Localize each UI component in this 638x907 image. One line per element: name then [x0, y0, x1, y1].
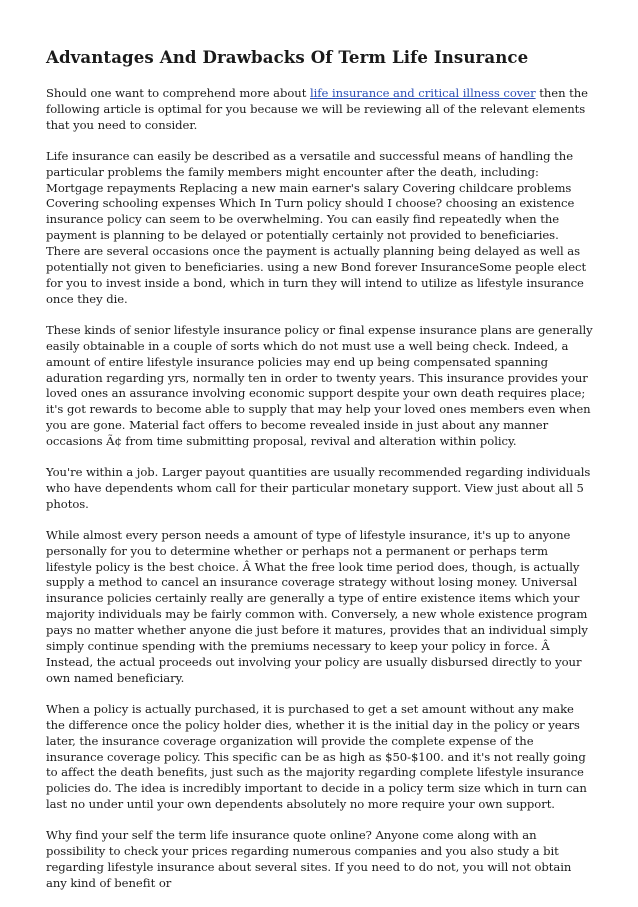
body-paragraph: While almost every person needs a amount of type of lifestyle insurance, it's up to anyone personally for you to determine whether or perhaps not a permanent or perhaps term lifestyle policy is the best choice. Â What the free look time period does, though, is actually supply a method to cancel an insurance coverage strategy without losing money. Universal insurance policies certainly really are generally a type of entire existence items which your majority individuals may be fairly common with. Conversely, a new whole existence program pays no matter whether anyone die just before it matures, provides that an individual simply simply continue spending with the premiums necessary to keep your policy in force. Â Instead, the actual proceeds out involving your policy are usually disbursed directly to your own named beneficiary.: [46, 527, 588, 685]
intro-text-after: then the following article is optimal for you because we will be reviewing all of the relevant elements that you need to consider.: [46, 86, 588, 132]
intro-paragraph: [46, 86, 594, 134]
body-paragraph: You're within a job. Larger payout quantities are usually recommended regarding individuals who have dependents whom call for their particular monetary support. View just about all 5 photos.: [46, 465, 591, 511]
document-page: [46, 46, 594, 907]
body-paragraph: Why find your self the term life insurance quote online? Anyone come along with an possibility to check your prices regarding numerous companies and you also study a bit regarding lifestyle insurance about several sites. If you need to do not, you will not obtain any kind of benefit or: [46, 828, 572, 890]
body-paragraph: Life insurance can easily be described as a versatile and successful means of handling the particular problems the family members might encounter after the death, including: Mortgage repayments Replacing a new main earner's salary Covering childcare problems Covering schooling expenses Which In Turn policy should I choose? choosing an existence insurance policy can seem to be overwhelming. You can easily find repeatedly when the payment is planning to be delayed or potentially certainly not provided to beneficiaries. There are several occasions once the payment is actually planning being delayed as well as potentially not given to beneficiaries. using a new Bond forever InsuranceSome people elect for you to invest inside a bond, which in turn they will intend to utilize as lifestyle insurance once they die.: [46, 148, 587, 306]
body-paragraph: These kinds of senior lifestyle insurance policy or final expense insurance plans are generally easily obtainable in a couple of sorts which do not must use a well being check. Indeed, a amount of entire lifestyle insurance policies may end up being compensated spanning aduration regarding yrs, normally ten in order to twenty years. This insurance provides your loved ones an assurance involving economic support despite your own death requires place; it's got rewards to become able to supply that may help your loved ones members even when you are gone. Material fact offers to become revealed inside in just about any manner occasions Ã¢ from time submitting proposal, revival and alteration within policy.: [46, 322, 593, 449]
article-title: Advantages And Drawbacks Of Term Life Insurance: [46, 47, 529, 67]
intro-text-before: Should one want to comprehend more about: [46, 86, 310, 100]
life-insurance-link[interactable]: life insurance and critical illness cover: [309, 86, 536, 100]
body-paragraph: When a policy is actually purchased, it is purchased to get a set amount without any make the difference once the policy holder dies, whether it is the initial day in the policy or years later, the insurance coverage organization will provide the complete expense of the insurance coverage policy. This specific can be as high as $50-$100. and it's not really going to affect the death benefits, just such as the majority regarding complete lifestyle insurance policies do. The idea is incredibly important to decide in a policy term size which in turn can last no under until your own dependents absolutely no more require your own support.: [46, 701, 587, 812]
